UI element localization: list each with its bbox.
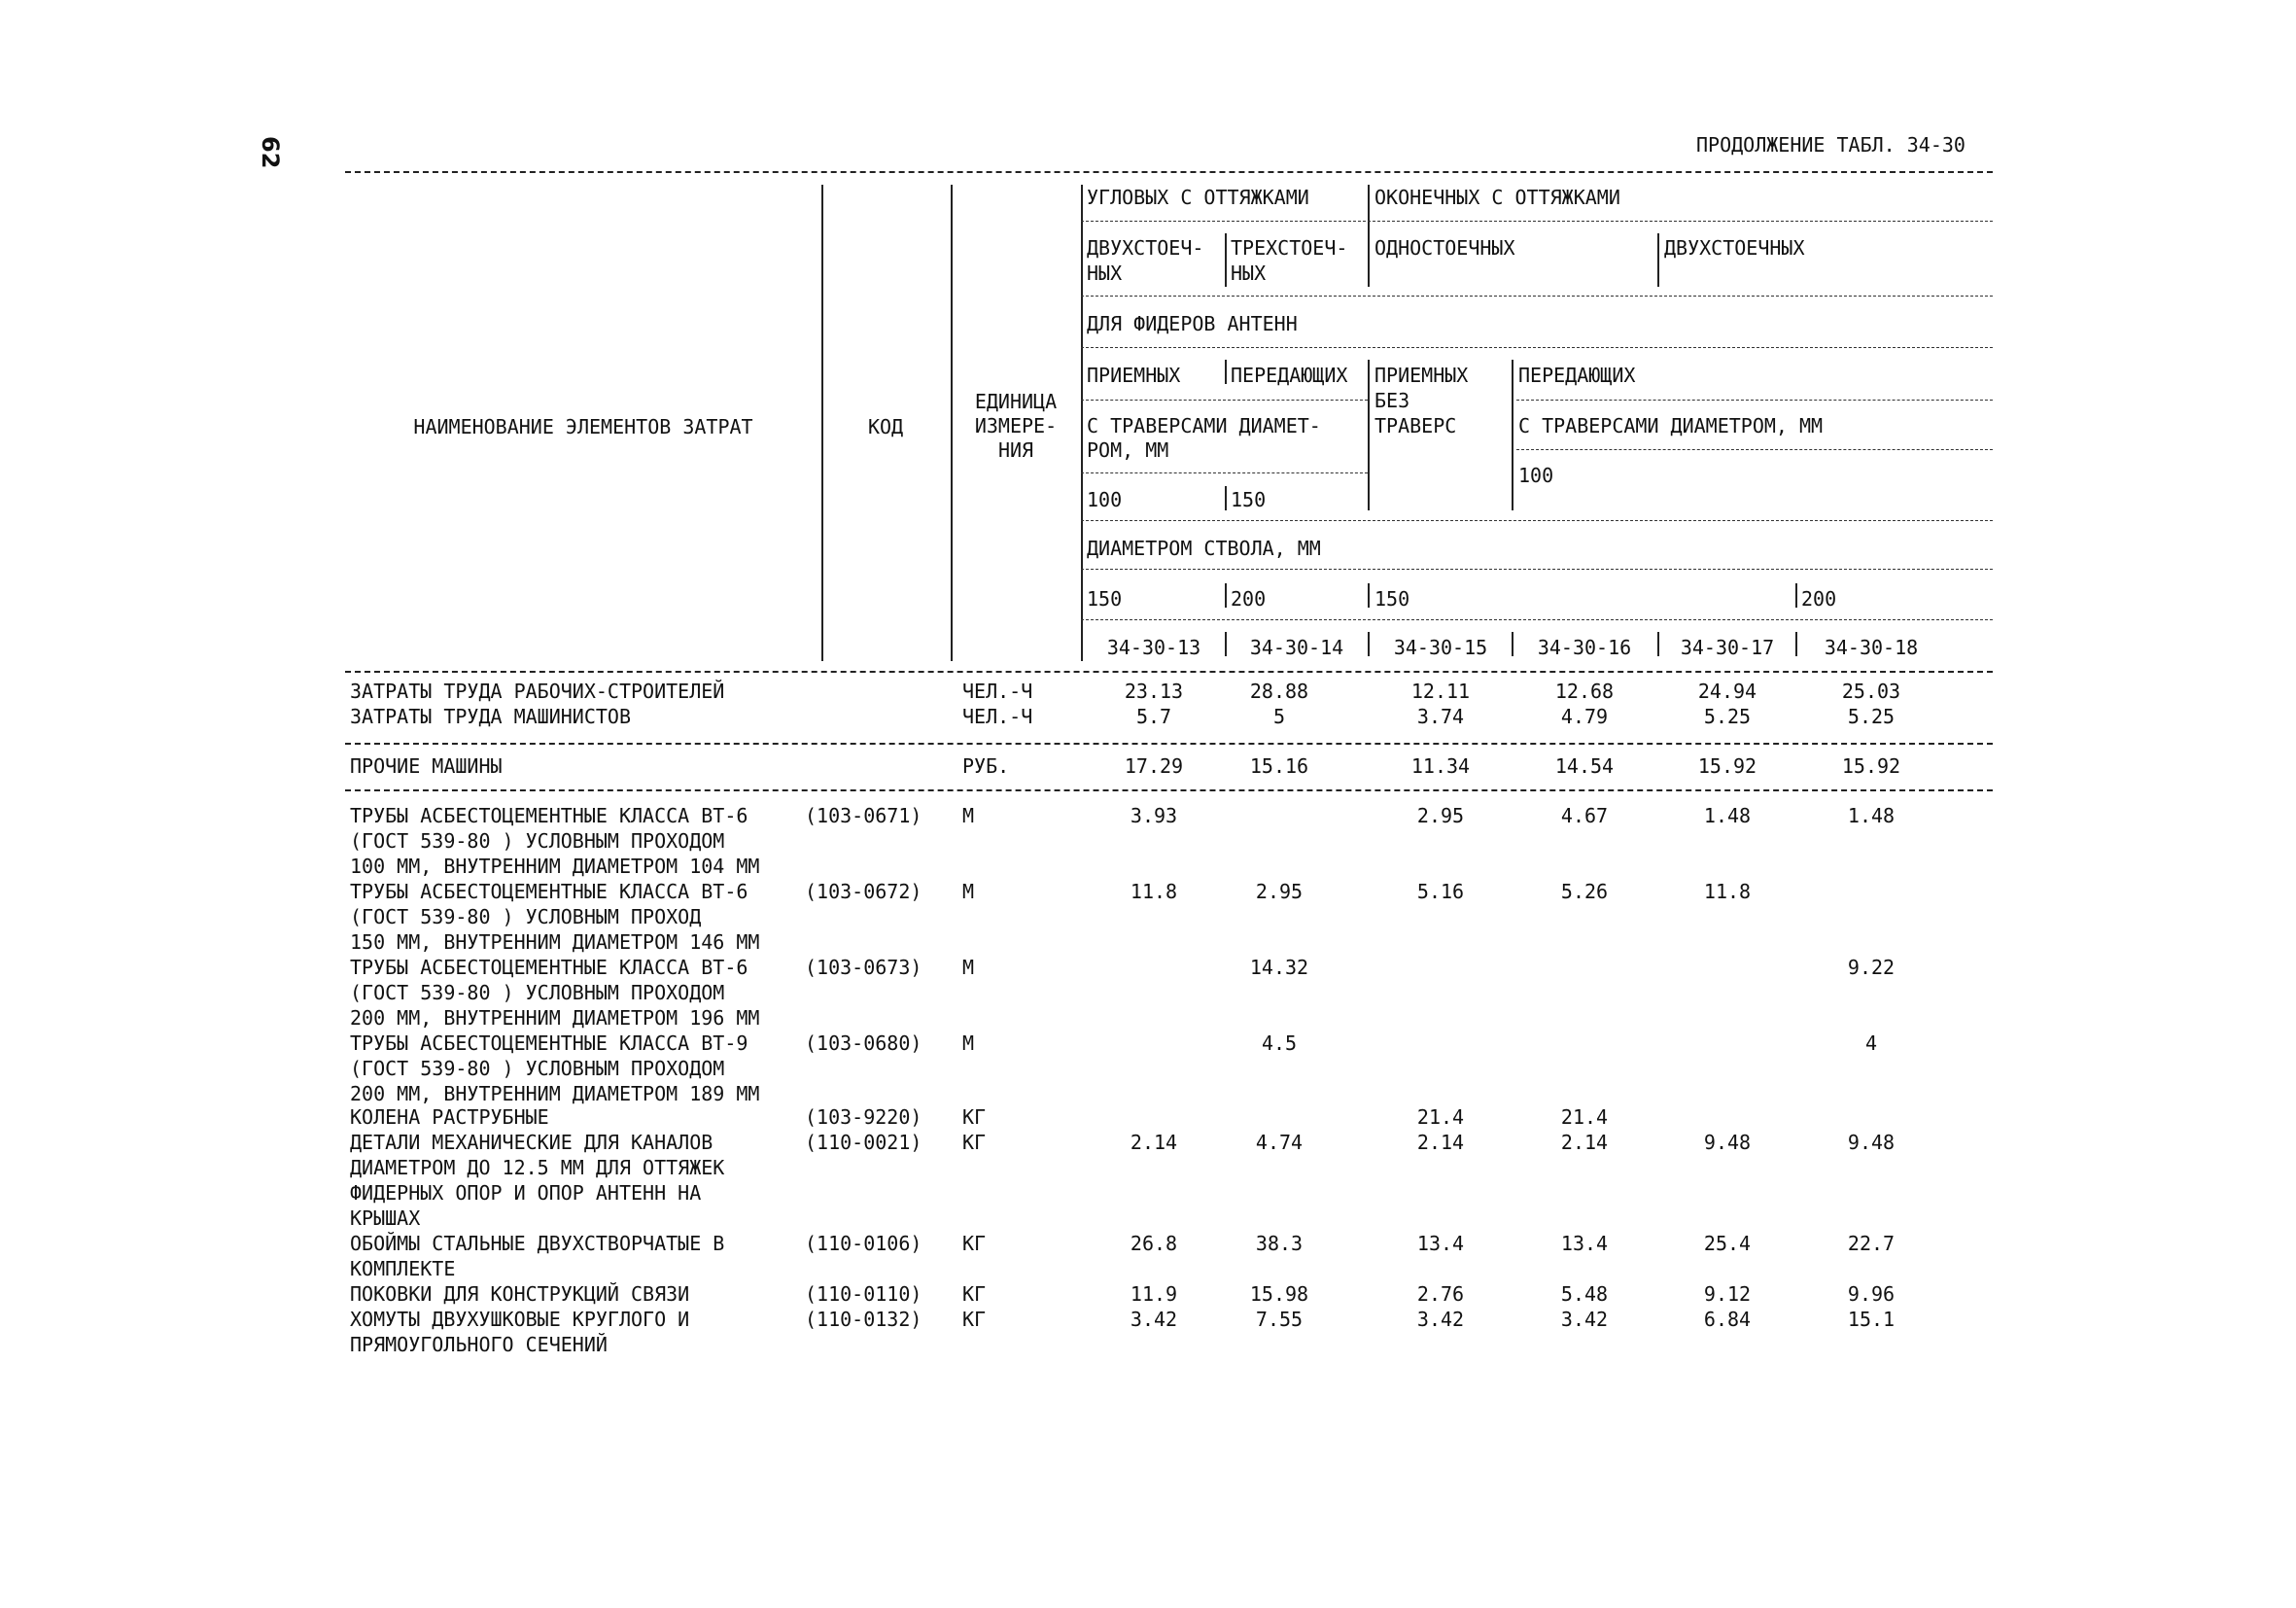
row-name-line: 200 ММ, ВНУТРЕННИМ ДИАМЕТРОМ 196 ММ (350, 1006, 760, 1030)
col-code-5: 34-30-17 (1680, 636, 1775, 659)
row-value: 5.26 (1560, 880, 1609, 903)
row-name-line: КОЛЕНА РАСТРУБНЫЕ (350, 1105, 549, 1129)
row-code: (103-9220) (805, 1105, 922, 1129)
row-unit: ЧЕЛ.-Ч (962, 680, 1033, 703)
row-value: 2.14 (1416, 1131, 1465, 1154)
row-code: (110-0106) (805, 1232, 922, 1255)
rule-h4a (1081, 400, 1368, 401)
row-value: 22.7 (1847, 1232, 1896, 1255)
divider-stem-150-200 (1225, 583, 1227, 608)
header-3post-2: НЫХ (1231, 262, 1267, 285)
header-stem-150: 150 (1087, 587, 1123, 611)
divider-notr-tx (1512, 360, 1513, 510)
row-value: 9.48 (1703, 1131, 1752, 1154)
row-code: (103-0671) (805, 804, 922, 827)
row-code: (103-0673) (805, 956, 922, 979)
header-traverse-a-2: РОМ, ММ (1087, 438, 1169, 462)
row-name-line: ПРОЧИЕ МАШИНЫ (350, 754, 503, 778)
divider-stem-200-150 (1368, 583, 1370, 608)
divider-tr100-150 (1225, 486, 1227, 510)
row-name-line: (ГОСТ 539-80 ) УСЛОВНЫМ ПРОХОДОМ (350, 981, 725, 1004)
row-name-line: 150 ММ, ВНУТРЕННИМ ДИАМЕТРОМ 146 ММ (350, 930, 760, 954)
row-code: (103-0680) (805, 1031, 922, 1055)
divider-name-code (821, 185, 823, 661)
row-value: 11.8 (1130, 880, 1178, 903)
row-value: 5.48 (1560, 1282, 1609, 1306)
divider-code-17-18 (1795, 632, 1797, 656)
header-name: НАИМЕНОВАНИЕ ЭЛЕМЕНТОВ ЗАТРАТ (413, 415, 753, 438)
divider-2post (1225, 233, 1227, 287)
header-2post-1: ДВУХСТОЕЧ- (1087, 236, 1204, 260)
row-value: 1.48 (1847, 804, 1896, 827)
row-value: 13.4 (1416, 1232, 1465, 1255)
header-no-traverse-1: БЕЗ (1374, 389, 1410, 412)
row-value: 3.93 (1130, 804, 1178, 827)
row-value: 3.74 (1416, 705, 1465, 728)
divider-unit-data (1081, 185, 1083, 661)
divider-code-15-16 (1512, 632, 1513, 656)
rule-machines-bottom (345, 789, 1993, 791)
row-value: 7.55 (1255, 1308, 1304, 1331)
header-stem-diameter: ДИАМЕТРОМ СТВОЛА, ММ (1087, 537, 1321, 560)
row-value: 28.88 (1249, 680, 1309, 703)
row-value: 17.29 (1124, 754, 1184, 778)
header-stem-150b: 150 (1374, 587, 1410, 611)
divider-rx-notr (1368, 360, 1370, 510)
header-code: КОД (867, 415, 904, 438)
row-value: 2.14 (1130, 1131, 1178, 1154)
divider-code-14-15 (1368, 632, 1370, 656)
row-value: 5.25 (1847, 705, 1896, 728)
row-value: 24.94 (1697, 680, 1757, 703)
rule-header-bottom (345, 671, 1993, 673)
row-unit: М (962, 1031, 975, 1055)
row-value: 15.92 (1841, 754, 1901, 778)
header-stem-200b: 200 (1801, 587, 1837, 611)
row-value: 2.76 (1416, 1282, 1465, 1306)
row-value: 4.74 (1255, 1131, 1304, 1154)
row-value: 12.11 (1410, 680, 1471, 703)
rule-h4b (1516, 400, 1993, 401)
row-value: 5.25 (1703, 705, 1752, 728)
row-value: 9.22 (1847, 956, 1896, 979)
row-name-line: ЗАТРАТЫ ТРУДА РАБОЧИХ-СТРОИТЕЛЕЙ (350, 680, 725, 703)
row-unit: М (962, 804, 975, 827)
row-value: 6.84 (1703, 1308, 1752, 1331)
row-unit: КГ (962, 1308, 987, 1331)
row-name-line: ДИАМЕТРОМ ДО 12.5 ММ ДЛЯ ОТТЯЖЕК (350, 1156, 725, 1179)
row-value: 14.54 (1554, 754, 1615, 778)
header-corner: УГЛОВЫХ С ОТТЯЖКАМИ (1087, 186, 1309, 209)
continuation-label: ПРОДОЛЖЕНИЕ ТАБЛ. 34-30 (1696, 133, 1966, 157)
divider-code-unit (951, 185, 953, 661)
page-number: 62 (257, 136, 284, 169)
row-value: 2.95 (1416, 804, 1465, 827)
col-code-1: 34-30-13 (1106, 636, 1201, 659)
col-code-4: 34-30-16 (1537, 636, 1632, 659)
header-end: ОКОНЕЧНЫХ С ОТТЯЖКАМИ (1374, 186, 1620, 209)
row-value: 4.79 (1560, 705, 1609, 728)
divider-stem-150-200b (1795, 583, 1797, 608)
row-name-line: КРЫШАХ (350, 1206, 421, 1230)
row-value: 11.34 (1410, 754, 1471, 778)
header-traverse-a-1: С ТРАВЕРСАМИ ДИАМЕТ- (1087, 414, 1321, 437)
row-unit: ЧЕЛ.-Ч (962, 705, 1033, 728)
row-name-line: (ГОСТ 539-80 ) УСЛОВНЫМ ПРОХОДОМ (350, 829, 725, 853)
row-value: 11.8 (1703, 880, 1752, 903)
row-name-line: ОБОЙМЫ СТАЛЬНЫЕ ДВУХСТВОРЧАТЫЕ В (350, 1232, 725, 1255)
col-code-2: 34-30-14 (1249, 636, 1344, 659)
row-name-line: 100 ММ, ВНУТРЕННИМ ДИАМЕТРОМ 104 ММ (350, 855, 760, 878)
row-value: 5 (1272, 705, 1286, 728)
row-unit: РУБ. (962, 754, 1010, 778)
header-tr-150: 150 (1231, 488, 1267, 511)
rule-h5a (1081, 472, 1368, 473)
row-name-line: ТРУБЫ АСБЕСТОЦЕМЕНТНЫЕ КЛАССА ВТ-6 (350, 956, 748, 979)
header-1post: ОДНОСТОЕЧНЫХ (1374, 236, 1515, 260)
row-value: 15.92 (1697, 754, 1757, 778)
row-value: 4 (1864, 1031, 1878, 1055)
rule-h1 (1081, 221, 1993, 222)
row-name-line: ФИДЕРНЫХ ОПОР И ОПОР АНТЕНН НА (350, 1181, 702, 1205)
row-code: (110-0021) (805, 1131, 922, 1154)
row-value: 15.98 (1249, 1282, 1309, 1306)
row-value: 38.3 (1255, 1232, 1304, 1255)
header-receiving-2: ПРИЕМНЫХ (1374, 364, 1469, 387)
row-name-line: (ГОСТ 539-80 ) УСЛОВНЫМ ПРОХОДОМ (350, 1057, 725, 1080)
row-unit: КГ (962, 1131, 987, 1154)
header-unit-1: ЕДИНИЦА (974, 390, 1058, 413)
row-unit: КГ (962, 1282, 987, 1306)
header-unit-2: ИЗМЕРЕ- (974, 414, 1058, 437)
header-tr-100b: 100 (1518, 464, 1554, 487)
row-value: 4.5 (1261, 1031, 1298, 1055)
divider-code-16-17 (1657, 632, 1659, 656)
row-name-line: ХОМУТЫ ДВУХУШКОВЫЕ КРУГЛОГО И (350, 1308, 690, 1331)
row-value: 9.96 (1847, 1282, 1896, 1306)
row-value: 1.48 (1703, 804, 1752, 827)
row-name-line: КОМПЛЕКТЕ (350, 1257, 456, 1280)
rule-h3 (1081, 347, 1993, 348)
row-value: 14.32 (1249, 956, 1309, 979)
header-2post-2: НЫХ (1087, 262, 1123, 285)
rule-top (345, 171, 1993, 173)
row-name-line: ТРУБЫ АСБЕСТОЦЕМЕНТНЫЕ КЛАССА ВТ-9 (350, 1031, 748, 1055)
header-traverse-b: С ТРАВЕРСАМИ ДИАМЕТРОМ, ММ (1518, 414, 1824, 437)
row-name-line: ПОКОВКИ ДЛЯ КОНСТРУКЦИЙ СВЯЗИ (350, 1282, 690, 1306)
row-unit: КГ (962, 1232, 987, 1255)
header-stem-200: 200 (1231, 587, 1267, 611)
row-unit: КГ (962, 1105, 987, 1129)
row-name-line: ПРЯМОУГОЛЬНОГО СЕЧЕНИЙ (350, 1333, 608, 1356)
header-2post-end: ДВУХСТОЕЧНЫХ (1664, 236, 1805, 260)
row-value: 21.4 (1560, 1105, 1609, 1129)
col-code-6: 34-30-18 (1824, 636, 1919, 659)
divider-rx-tx (1225, 360, 1227, 384)
row-value: 9.48 (1847, 1131, 1896, 1154)
row-unit: М (962, 880, 975, 903)
row-value: 21.4 (1416, 1105, 1465, 1129)
row-unit: М (962, 956, 975, 979)
row-value: 3.42 (1416, 1308, 1465, 1331)
rule-h6 (1081, 520, 1993, 521)
divider-code-13-14 (1225, 632, 1227, 656)
header-transmitting-2: ПЕРЕДАЮЩИХ (1518, 364, 1636, 387)
row-value: 12.68 (1554, 680, 1615, 703)
row-value: 13.4 (1560, 1232, 1609, 1255)
row-code: (110-0132) (805, 1308, 922, 1331)
header-transmitting: ПЕРЕДАЮЩИХ (1231, 364, 1348, 387)
row-value: 25.4 (1703, 1232, 1752, 1255)
row-value: 25.03 (1841, 680, 1901, 703)
rule-h7 (1081, 569, 1993, 570)
row-value: 2.14 (1560, 1131, 1609, 1154)
row-value: 5.16 (1416, 880, 1465, 903)
header-3post-1: ТРЕХСТОЕЧ- (1231, 236, 1348, 260)
row-name-line: ТРУБЫ АСБЕСТОЦЕМЕНТНЫЕ КЛАССА ВТ-6 (350, 804, 748, 827)
header-tr-100: 100 (1087, 488, 1123, 511)
divider-corner-end (1368, 185, 1370, 287)
row-name-line: ЗАТРАТЫ ТРУДА МАШИНИСТОВ (350, 705, 631, 728)
row-value: 3.42 (1130, 1308, 1178, 1331)
row-name-line: 200 ММ, ВНУТРЕННИМ ДИАМЕТРОМ 189 ММ (350, 1082, 760, 1105)
row-name-line: (ГОСТ 539-80 ) УСЛОВНЫМ ПРОХОД (350, 905, 702, 928)
rule-labor-bottom (345, 743, 1993, 745)
row-value: 15.1 (1847, 1308, 1896, 1331)
col-code-3: 34-30-15 (1393, 636, 1488, 659)
header-unit-3: НИЯ (997, 438, 1034, 462)
row-code: (110-0110) (805, 1282, 922, 1306)
row-value: 23.13 (1124, 680, 1184, 703)
rule-h2 (1081, 296, 1993, 297)
row-value: 5.7 (1135, 705, 1172, 728)
row-name-line: ДЕТАЛИ МЕХАНИЧЕСКИЕ ДЛЯ КАНАЛОВ (350, 1131, 713, 1154)
header-feeders: ДЛЯ ФИДЕРОВ АНТЕНН (1087, 312, 1298, 335)
rule-h8 (1081, 619, 1993, 620)
row-value: 3.42 (1560, 1308, 1609, 1331)
divider-end (1657, 233, 1659, 287)
row-name-line: ТРУБЫ АСБЕСТОЦЕМЕНТНЫЕ КЛАССА ВТ-6 (350, 880, 748, 903)
header-no-traverse-2: ТРАВЕРС (1374, 414, 1457, 437)
row-value: 15.16 (1249, 754, 1309, 778)
row-value: 26.8 (1130, 1232, 1178, 1255)
row-code: (103-0672) (805, 880, 922, 903)
row-value: 2.95 (1255, 880, 1304, 903)
header-receiving: ПРИЕМНЫХ (1087, 364, 1181, 387)
row-value: 4.67 (1560, 804, 1609, 827)
rule-h5b (1516, 449, 1993, 450)
row-value: 9.12 (1703, 1282, 1752, 1306)
row-value: 11.9 (1130, 1282, 1178, 1306)
